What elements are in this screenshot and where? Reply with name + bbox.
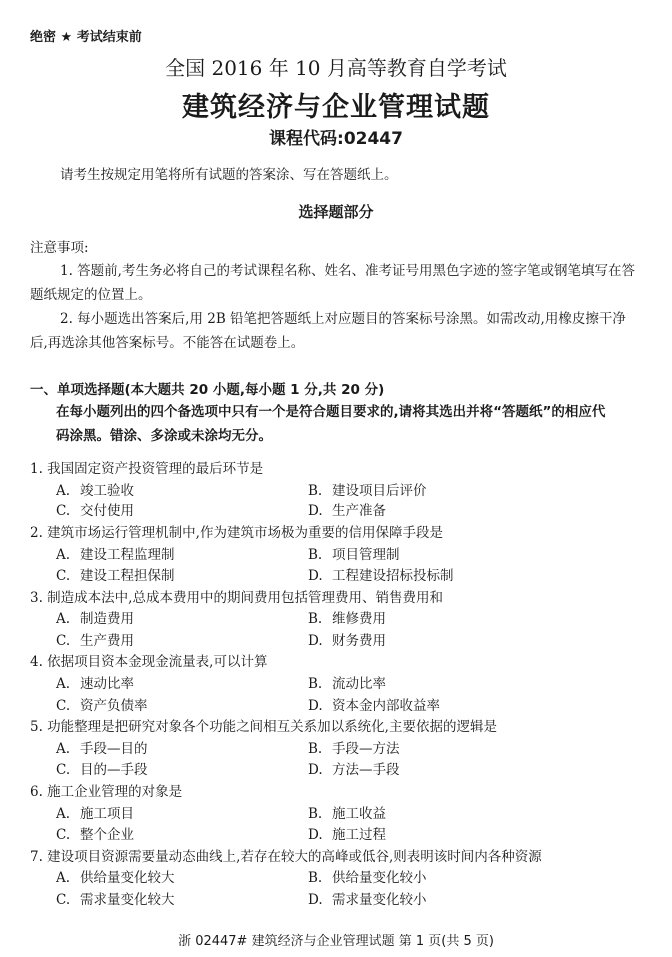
option-c: C. 整个企业 bbox=[56, 827, 134, 843]
option-b: B. 建设项目后评价 bbox=[308, 483, 427, 499]
option-d: D. 工程建设招标投标制 bbox=[308, 568, 454, 584]
option-a: A. 供给量变化较大 bbox=[56, 870, 175, 886]
note-item: 2. 每小题选出答案后,用 2B 铅笔把答题纸上对应题目的答案标号涂黑。如需改动,用橡皮擦干净后,再选涂其他答案标号。不能答在试题卷上。 bbox=[30, 311, 626, 351]
option-d: D. 需求量变化较小 bbox=[308, 892, 427, 908]
option-a: A. 建设工程监理制 bbox=[56, 547, 175, 563]
question-stem: 5. 功能整理是把研究对象各个功能之间相互关系加以系统化,主要依据的逻辑是 bbox=[30, 719, 497, 735]
general-instruction: 请考生按规定用笔将所有试题的答案涂、写在答题纸上。 bbox=[60, 167, 398, 183]
page-footer: 浙 02447# 建筑经济与企业管理试题 第 1 页(共 5 页) bbox=[178, 934, 494, 949]
option-d: D. 生产准备 bbox=[308, 503, 386, 519]
option-b: B. 施工收益 bbox=[308, 806, 386, 822]
option-c: C. 交付使用 bbox=[56, 503, 134, 519]
course-code: 课程代码:02447 bbox=[269, 129, 403, 149]
option-d: D. 方法—手段 bbox=[308, 762, 400, 778]
question-stem: 1. 我国固定资产投资管理的最后环节是 bbox=[30, 461, 264, 477]
option-b: B. 流动比率 bbox=[308, 676, 386, 692]
question-stem: 6. 施工企业管理的对象是 bbox=[30, 784, 183, 800]
option-d: D. 施工过程 bbox=[308, 827, 386, 843]
option-b: B. 项目管理制 bbox=[308, 547, 400, 563]
option-c: C. 目的—手段 bbox=[56, 762, 148, 778]
question-stem: 7. 建设项目资源需要量动态曲线上,若存在较大的高峰或低谷,则表明该时间内各种资源 bbox=[30, 849, 542, 865]
option-c: C. 建设工程担保制 bbox=[56, 568, 175, 584]
section-heading: 一、单项选择题(本大题共 20 小题,每小题 1 分,共 20 分) bbox=[30, 382, 385, 398]
option-d: D. 资本金内部收益率 bbox=[308, 698, 440, 714]
option-c: C. 需求量变化较大 bbox=[56, 892, 175, 908]
option-a: A. 制造费用 bbox=[56, 611, 134, 627]
question-stem: 2. 建筑市场运行管理机制中,作为建筑市场极为重要的信用保障手段是 bbox=[30, 525, 443, 541]
option-d: D. 财务费用 bbox=[308, 633, 386, 649]
part-title: 选择题部分 bbox=[298, 203, 374, 221]
notes-title: 注意事项: bbox=[30, 240, 89, 256]
option-c: C. 生产费用 bbox=[56, 633, 134, 649]
section-description: 在每小题列出的四个备选项中只有一个是符合题目要求的,请将其选出并将“答题纸”的相应代码涂黑。错涂、多涂或未涂均无分。 bbox=[56, 404, 606, 444]
option-b: B. 维修费用 bbox=[308, 611, 386, 627]
option-c: C. 资产负债率 bbox=[56, 698, 148, 714]
question-stem: 4. 依据项目资本金现金流量表,可以计算 bbox=[30, 654, 268, 670]
note-item: 1. 答题前,考生务必将自己的考试课程名称、姓名、准考证号用黑色字迹的签字笔或钢笔填写在答题纸规定的位置上。 bbox=[30, 263, 635, 303]
confidential-label: 绝密 ★ 考试结束前 bbox=[30, 30, 142, 45]
option-b: B. 手段—方法 bbox=[308, 741, 400, 757]
option-a: A. 竣工验收 bbox=[56, 483, 134, 499]
question-stem: 3. 制造成本法中,总成本费用中的期间费用包括管理费用、销售费用和 bbox=[30, 590, 443, 606]
option-b: B. 供给量变化较小 bbox=[308, 870, 427, 886]
option-a: A. 速动比率 bbox=[56, 676, 134, 692]
option-a: A. 手段—目的 bbox=[56, 741, 148, 757]
subject-title: 建筑经济与企业管理试题 bbox=[182, 92, 490, 123]
exam-title: 全国 2016 年 10 月高等教育自学考试 bbox=[165, 56, 507, 80]
option-a: A. 施工项目 bbox=[56, 806, 134, 822]
